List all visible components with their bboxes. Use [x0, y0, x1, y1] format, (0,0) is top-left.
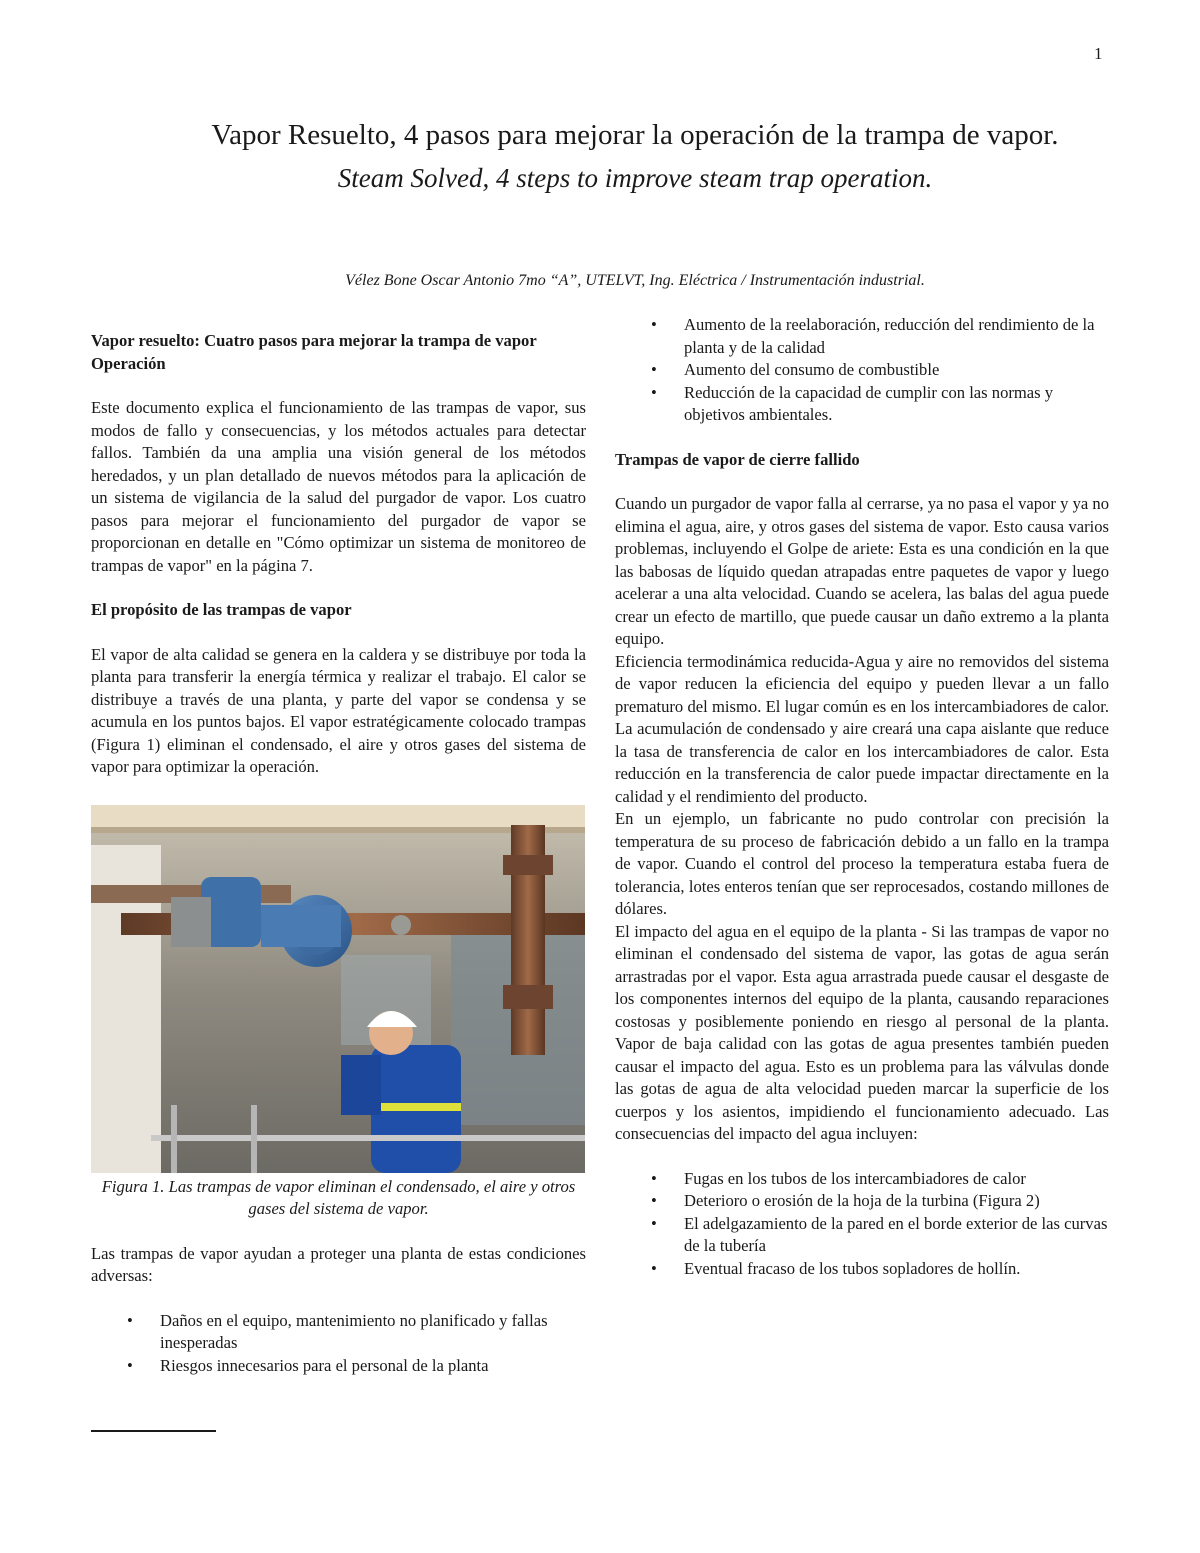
section-heading-failed-closed: Trampas de vapor de cierre fallido	[615, 449, 860, 469]
body-paragraph: El impacto del agua en el equipo de la planta - Si las trampas de vapor no eliminan el condensado del sistema de vapor, las gotas de agua serán arrastradas por el vapor. Esta agua arrastrada puede causar el desgaste de los componentes internos del equipo de la planta, causando reparaciones costosas y posiblemente poniendo en riesgo al personal de la planta. Vapor de baja calidad con las gotas de agua presentes también pueden causar el impacto del agua. Esto es un problema para las válvulas donde las gotas de agua de alta velocidad pueden marcar la superficie de los cuerpos y los asientos, impidiendo el funcionamiento adecuado. Las consecuencias del impacto del agua incluyen:	[615, 921, 1109, 1143]
list-item: • El adelgazamiento de la pared en el borde exterior de las curvas de la tubería	[651, 1213, 1108, 1255]
title-block	[130, 116, 1140, 196]
protection-intro-paragraph: Las trampas de vapor ayudan a proteger una planta de estas condiciones adversas:	[91, 1243, 586, 1285]
figure-1-caption: Figura 1. Las trampas de vapor eliminan el condensado, el aire y otros gases del sistema de vapor.	[101, 1176, 576, 1218]
list-item: • Aumento de la reelaboración, reducción del rendimiento de la planta y de la calidad	[651, 315, 1095, 357]
footnote-separator	[91, 1430, 216, 1432]
purpose-paragraph: El vapor de alta calidad se genera en la caldera y se distribuye por toda la planta para transferir la energía térmica y realizar el trabajo. El calor se distribuye a través de una planta, y parte del vapor se condensa y se acumula en los puntos bajos. El vapor estratégicamente colocado trampas (Figura 1) eliminan el condensado, el aire y otros gases del sistema de vapor para optimizar la operación.	[91, 644, 586, 776]
body-paragraph: En un ejemplo, un fabricante no pudo controlar con precisión la temperatura de su proceso de fabricación debido a un fallo en la trampa de vapor. Cuando el control del proceso la temperatura estaba fuera de tolerancia, lotes enteros tenían que ser reprocesados, costando millones de dólares.	[615, 809, 1109, 918]
bullet-icon: •	[651, 1168, 657, 1188]
bullet-icon: •	[651, 360, 657, 379]
list-item: • Daños en el equipo, mantenimiento no planificado y fallas inesperadas	[127, 1310, 548, 1352]
steam-trap-photo-image	[91, 805, 585, 1173]
document-title: Vapor Resuelto, 4 pasos para mejorar la operación de la trampa de vapor.	[211, 119, 1059, 151]
bullet-icon: •	[127, 1355, 133, 1375]
figure-1-photo	[91, 805, 585, 1173]
section-heading-abstract: Vapor resuelto: Cuatro pasos para mejorar la trampa de vapor Operación	[91, 331, 537, 373]
bullet-icon: •	[127, 1310, 133, 1330]
list-item: • Eventual fracaso de los tubos sopladores de hollín.	[615, 1258, 1109, 1281]
document-subtitle-english: Steam Solved, 4 steps to improve steam trap operation.	[337, 163, 933, 193]
bullet-icon: •	[651, 1258, 657, 1278]
left-column	[91, 330, 586, 1377]
section-heading-purpose: El propósito de las trampas de vapor	[91, 600, 352, 619]
bullet-icon: •	[651, 382, 657, 402]
page-number: 1	[1094, 44, 1103, 63]
bullet-icon: •	[651, 1213, 657, 1233]
bullet-icon: •	[651, 315, 657, 334]
body-paragraph: Cuando un purgador de vapor falla al cerrarse, ya no pasa el vapor y ya no elimina el agua, aire, y otros gases del sistema de vapor. Esto causa varios problemas, incluyendo el Golpe de ariete: Esta es una condición en la que las babosas de líquido quedan atrapadas entre paquetes de vapor y luego acelerar a una alta velocidad. Cuando se acelera, las balas del agua puede crear un efecto de martillo, que puede causar un daño extremo a la planta equipo.	[615, 494, 1109, 648]
list-item: • Deterioro o erosión de la hoja de la turbina (Figura 2)	[615, 1190, 1109, 1213]
bullet-icon: •	[651, 1191, 657, 1210]
right-top-bullet-list	[615, 314, 1109, 427]
abstract-paragraph: Este documento explica el funcionamiento de las trampas de vapor, sus modos de fallo y consecuencias, y los métodos actuales para detectar fallos. También da una amplia una visión general de los métodos heredados, y un plan detallado de nuevos métodos para la aplicación de un sistema de vigilancia de la salud del purgador de vapor. Los cuatro pasos para mejorar el funcionamiento del purgador de vapor se proporcionan en detalle en "Cómo optimizar un sistema de monitoreo de trampas de vapor" en la página 7.	[91, 398, 586, 575]
list-item: • Reducción de la capacidad de cumplir con las normas y objetivos ambientales.	[651, 382, 1054, 424]
list-item: • Aumento del consumo de combustible	[615, 359, 1109, 382]
list-item: • Fugas en los tubos de los intercambiadores de calor	[615, 1168, 1109, 1191]
list-item: • Riesgos innecesarios para el personal de la planta	[91, 1355, 586, 1378]
right-column	[615, 314, 1109, 1280]
right-bottom-bullet-list	[615, 1168, 1109, 1281]
body-paragraph: Eficiencia termodinámica reducida-Agua y aire no removidos del sistema de vapor reducen la eficiencia del equipo y pueden llevar a un fallo prematuro del mismo. El lugar común es en los intercambiadores de calor. La acumulación de condensado y aire creará una capa aislante que reduce la tasa de transferencia de calor en los intercambiadores de calor. Esta reducción en la transferencia de calor puede impactar directamente en la calidad y el rendimiento del producto.	[615, 651, 1109, 806]
author-line: Vélez Bone Oscar Antonio 7mo “A”, UTELVT, Ing. Eléctrica / Instrumentación industrial.	[345, 272, 925, 289]
left-bullet-list	[91, 1310, 586, 1378]
